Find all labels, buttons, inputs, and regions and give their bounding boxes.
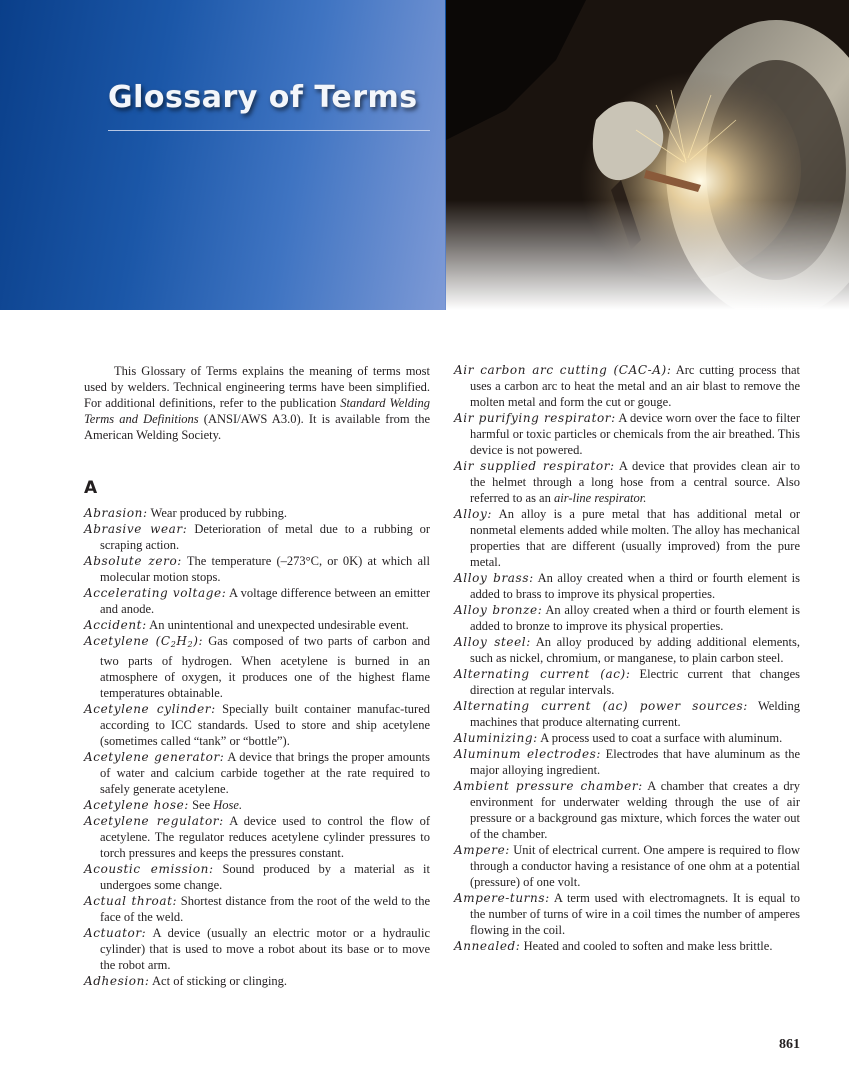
intro-text-1: This Glossary of Terms explains the meaning of terms most used by welders. Technical engineering terms have been simplified. For additional definitions, refer to the publication <box>84 364 430 410</box>
entry-term: Ambient pressure chamber: <box>454 779 643 793</box>
entry-definition: Heated and cooled to soften and make less brittle. <box>523 939 773 953</box>
entry-term: Accelerating voltage: <box>84 586 227 600</box>
header-band <box>0 0 849 310</box>
glossary-entry <box>454 362 800 410</box>
entry-term: Alloy steel: <box>454 635 531 649</box>
glossary-entry <box>84 797 430 813</box>
glossary-entry <box>84 701 430 749</box>
entry-definition: An alloy created when a third or fourth element is added to brass to improve its physical properties. <box>470 571 800 601</box>
entry-term: Acetylene regulator: <box>84 814 224 828</box>
glossary-entry <box>454 890 800 938</box>
glossary-entry <box>84 813 430 861</box>
entry-term: Alloy bronze: <box>454 603 543 617</box>
entry-term: Acoustic emission: <box>84 862 214 876</box>
welding-photo <box>446 0 849 310</box>
entry-definition: Deterioration of metal due to a rubbing or scraping action. <box>100 522 431 552</box>
entry-definition: Gas composed of two parts of carbon and two parts of hydrogen. When acetylene is burned in an atmosphere of oxygen, it produces one of the highest flame temperatures obtainable. <box>100 634 430 700</box>
glossary-entry <box>84 585 430 617</box>
entry-definition: A device used to control the flow of acetylene. The regulator reduces acetylene cylinder pressures to torch pressures and keeps the pressures constant. <box>100 814 431 860</box>
entry-definition: Sound produced by a material as it undergoes some change. <box>100 862 430 892</box>
entry-term: Actuator: <box>84 926 147 940</box>
entry-term: Accident: <box>84 618 147 632</box>
formula-subscript-1: 2 <box>170 640 177 649</box>
entry-definition: A device worn over the face to filter harmful or toxic particles or chemicals from the air breathed. This device is not powered. <box>470 411 801 457</box>
entry-definition: A term used with electromagnets. It is equal to the number of turns of wire in a coil times the number of amperes flowing in the coil. <box>470 891 800 937</box>
entry-definition: Wear produced by rubbing. <box>150 506 287 520</box>
entry-definition: Arc cutting process that uses a carbon arc to heat the metal and an air blast to remove the molten metal and form the cut or gouge. <box>470 363 801 409</box>
entry-term: Air purifying respirator: <box>454 411 616 425</box>
entry-term: Adhesion: <box>84 974 150 988</box>
glossary-entry <box>454 634 800 666</box>
glossary-entry <box>454 458 800 506</box>
entry-term: Air carbon arc cutting (CAC-A): <box>454 363 672 377</box>
right-column <box>454 362 800 954</box>
entry-definition: Specially built container manufac-tured according to ICC standards. Used to store and ship acetylene (sometimes called “tank” or “bottle”). <box>100 702 431 748</box>
glossary-entry <box>454 602 800 634</box>
glossary-entry <box>454 938 800 954</box>
entry-definition: An alloy produced by adding additional elements, such as nickel, chromium, or manganese, to plain carbon steel. <box>470 635 801 665</box>
entry-definition: Electric current that changes direction at regular intervals. <box>470 667 800 697</box>
entry-definition-text: See <box>192 798 214 812</box>
formula-subscript-2: 2 <box>187 640 194 649</box>
glossary-entry <box>454 730 800 746</box>
glossary-entry <box>84 553 430 585</box>
entry-definition: A device that brings the proper amounts of water and calcium carbide together at the rate required to safely generate acetylene. <box>100 750 430 796</box>
glossary-entry <box>84 633 430 701</box>
entry-definition: A voltage difference between an emitter and anode. <box>100 586 431 616</box>
glossary-entry <box>454 666 800 698</box>
glossary-entry <box>454 506 800 570</box>
entry-term: Alloy brass: <box>454 571 534 585</box>
entry-definition: An alloy created when a third or fourth element is added to bronze to improve its physical properties. <box>470 603 800 633</box>
formula-part-a: Acetylene (C <box>84 634 171 648</box>
section-letter-a: A <box>84 478 98 498</box>
entry-term: Annealed: <box>454 939 521 953</box>
entry-term: Alternating current (ac) power sources: <box>454 699 748 713</box>
glossary-entry <box>84 893 430 925</box>
entry-term: Absolute zero: <box>84 554 182 568</box>
formula-part-c: ): <box>193 634 204 648</box>
page-number: 861 <box>779 1037 800 1052</box>
glossary-entry <box>84 973 430 989</box>
entry-definition: Electrodes that have aluminum as the major alloying ingredient. <box>470 747 800 777</box>
intro-text-2: (ANSI/AWS A3.0). It is available from the American Welding Society. <box>84 412 430 442</box>
glossary-entry <box>454 842 800 890</box>
entry-definition: Unit of electrical current. One ampere is required to flow through a conductor having a resistance of one ohm at a potential (pressure) of one volt. <box>470 843 801 889</box>
entry-term: Air supplied respirator: <box>454 459 615 473</box>
intro-paragraph <box>84 363 430 443</box>
entry-definition: A process used to coat a surface with aluminum. <box>540 731 783 745</box>
header-blue-panel <box>0 0 445 310</box>
entry-term: Alternating current (ac): <box>454 667 631 681</box>
glossary-entry <box>84 749 430 797</box>
entry-term: Acetylene cylinder: <box>84 702 216 716</box>
entry-term: Ampere-turns: <box>454 891 550 905</box>
glossary-entry <box>84 925 430 973</box>
entry-cross-reference: Hose. <box>213 798 243 812</box>
entry-definition: Act of sticking or clinging. <box>152 974 288 988</box>
glossary-entry <box>454 570 800 602</box>
entry-term-acetylene-formula <box>84 634 203 648</box>
entry-term: Abrasive wear: <box>84 522 188 536</box>
entry-cross-reference: air-line respirator. <box>553 491 647 505</box>
entry-definition: Welding machines that produce alternating current. <box>470 699 800 729</box>
glossary-entry <box>84 505 430 521</box>
glossary-entry <box>454 410 800 458</box>
title-rule <box>108 130 430 131</box>
entry-term: Aluminum electrodes: <box>454 747 602 761</box>
entry-definition: An unintentional and unexpected undesirable event. <box>149 618 409 632</box>
glossary-entry <box>454 778 800 842</box>
entry-definition-text: A device that provides clean air to the helmet through a long hose from a central source. Also referred to as an <box>470 459 800 505</box>
entry-term: Alloy: <box>454 507 492 521</box>
entry-definition: The temperature (–273°C, or 0K) at which all molecular motion stops. <box>100 554 430 584</box>
entry-term: Ampere: <box>454 843 510 857</box>
entry-term: Aluminizing: <box>454 731 538 745</box>
glossary-entry <box>84 521 430 553</box>
entry-definition: A device (usually an electric motor or a hydraulic cylinder) that is used to move a robot about its base or to move the robot arm. <box>100 926 430 972</box>
photo-fade <box>446 200 849 310</box>
entry-definition: A chamber that creates a dry environment for underwater welding through the use of air pressure or a background gas mixture, which forces the water out of the chamber. <box>470 779 800 841</box>
page-title: Glossary of Terms <box>108 80 418 115</box>
entry-definition <box>192 798 242 812</box>
entry-definition: Shortest distance from the root of the weld to the face of the weld. <box>100 894 430 924</box>
entry-term: Actual throat: <box>84 894 178 908</box>
glossary-entry <box>454 698 800 730</box>
left-column <box>84 505 430 989</box>
glossary-entry <box>84 617 430 633</box>
formula-part-b: H <box>176 634 188 648</box>
entry-term: Acetylene generator: <box>84 750 225 764</box>
intro-publication-title: Standard Welding Terms and Definitions <box>84 396 430 426</box>
entry-term: Abrasion: <box>84 506 148 520</box>
glossary-entry <box>454 746 800 778</box>
entry-definition: An alloy is a pure metal that has additional metal or nonmetal elements added while molten. The alloy has mechanical properties that are different (usually improved) from the pure metal. <box>470 507 800 569</box>
glossary-entry <box>84 861 430 893</box>
entry-term: Acetylene hose: <box>84 798 189 812</box>
